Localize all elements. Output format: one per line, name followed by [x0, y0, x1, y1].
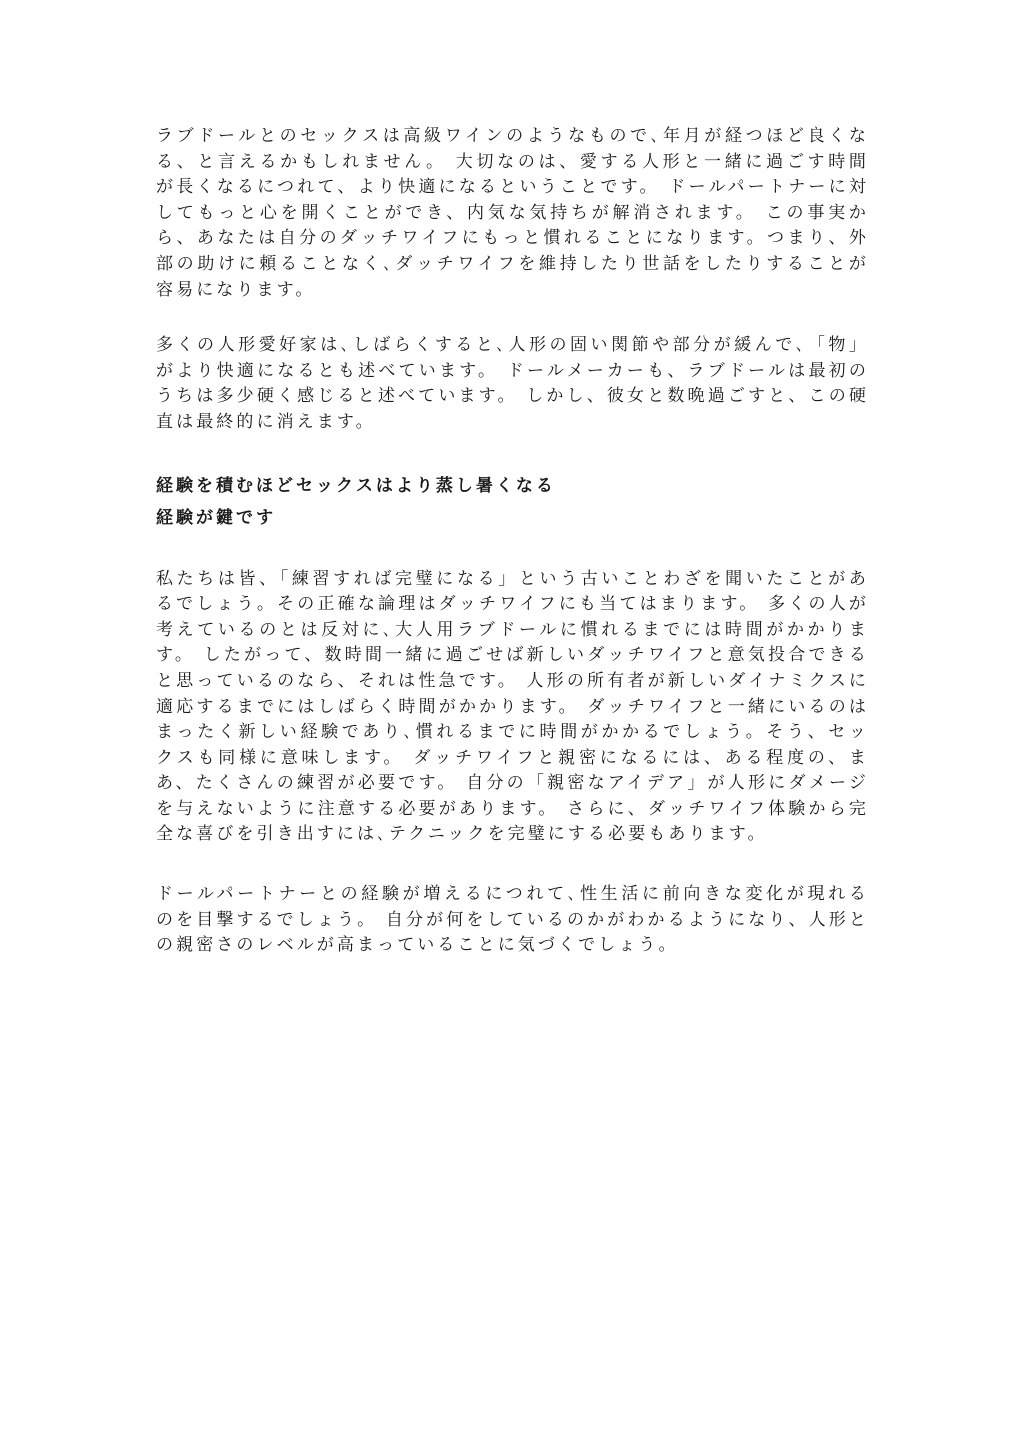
paragraph-3: 私たちは皆、「練習すれば完璧になる」という古いことわざを聞いたことがあるでしょう。その正確な論理はダッチワイフにも当てはまります。 多くの人が考えているのとは反対に､大人用ラブドールに慣れるまでには時間がかかります。 したがって、数時間一緒に過ごせば新しいダッチワイフと意気投合できると思っているのなら、それは性急です。 人形の所有者が新しいダイナミクスに適応するまでにはしばらく時間がかかります。 ダッチワイフと一緒にいるのはまったく新しい経験であり､慣れるまでに時間がかかるでしょう。そう、セックスも同様に意味します。 ダッチワイフと親密になるには、ある程度の、まあ、たくさんの練習が必要です。 自分の「親密なアイデア」が人形にダメージを与えないように注意する必要があります。 さらに、ダッチワイフ体験から完全な喜びを引き出すには､テクニックを完璧にする必要もあります。	[156, 568, 869, 845]
paragraph-2: 多くの人形愛好家は､しばらくすると､人形の固い関節や部分が緩んで､「物」がより快適になるとも述べています。 ドールメーカーも、ラブドールは最初のうちは多少硬く感じると述べています。 しかし、彼女と数晩過ごすと、この硬直は最終的に消えます。	[156, 335, 869, 432]
subsection-heading: 経験が鍵です	[156, 507, 276, 528]
document-body	[156, 124, 869, 959]
paragraph-1: ラブドールとのセックスは高級ワインのようなもので､年月が経つほど良くなる、と言えるかもしれません。 大切なのは、愛する人形と一緒に過ごす時間が長くなるにつれて、より快適になるということです。 ドールパートナーに対してもっと心を開くことができ、内気な気持ちが解消されます。 この事実から、あなたは自分のダッチワイフにもっと慣れることになります。つまり、外部の助けに頼ることなく､ダッチワイフを維持したり世話をしたりすることが容易になります。	[156, 126, 869, 300]
paragraph-4: ドールパートナーとの経験が増えるにつれて､性生活に前向きな変化が現れるのを目撃するでしょう。 自分が何をしているのかがわかるようになり、人形との親密さのレベルが高まっていることに気づくでしょう。	[156, 884, 869, 956]
section-heading: 経験を積むほどセックスはより蒸し暑くなる	[156, 475, 556, 496]
